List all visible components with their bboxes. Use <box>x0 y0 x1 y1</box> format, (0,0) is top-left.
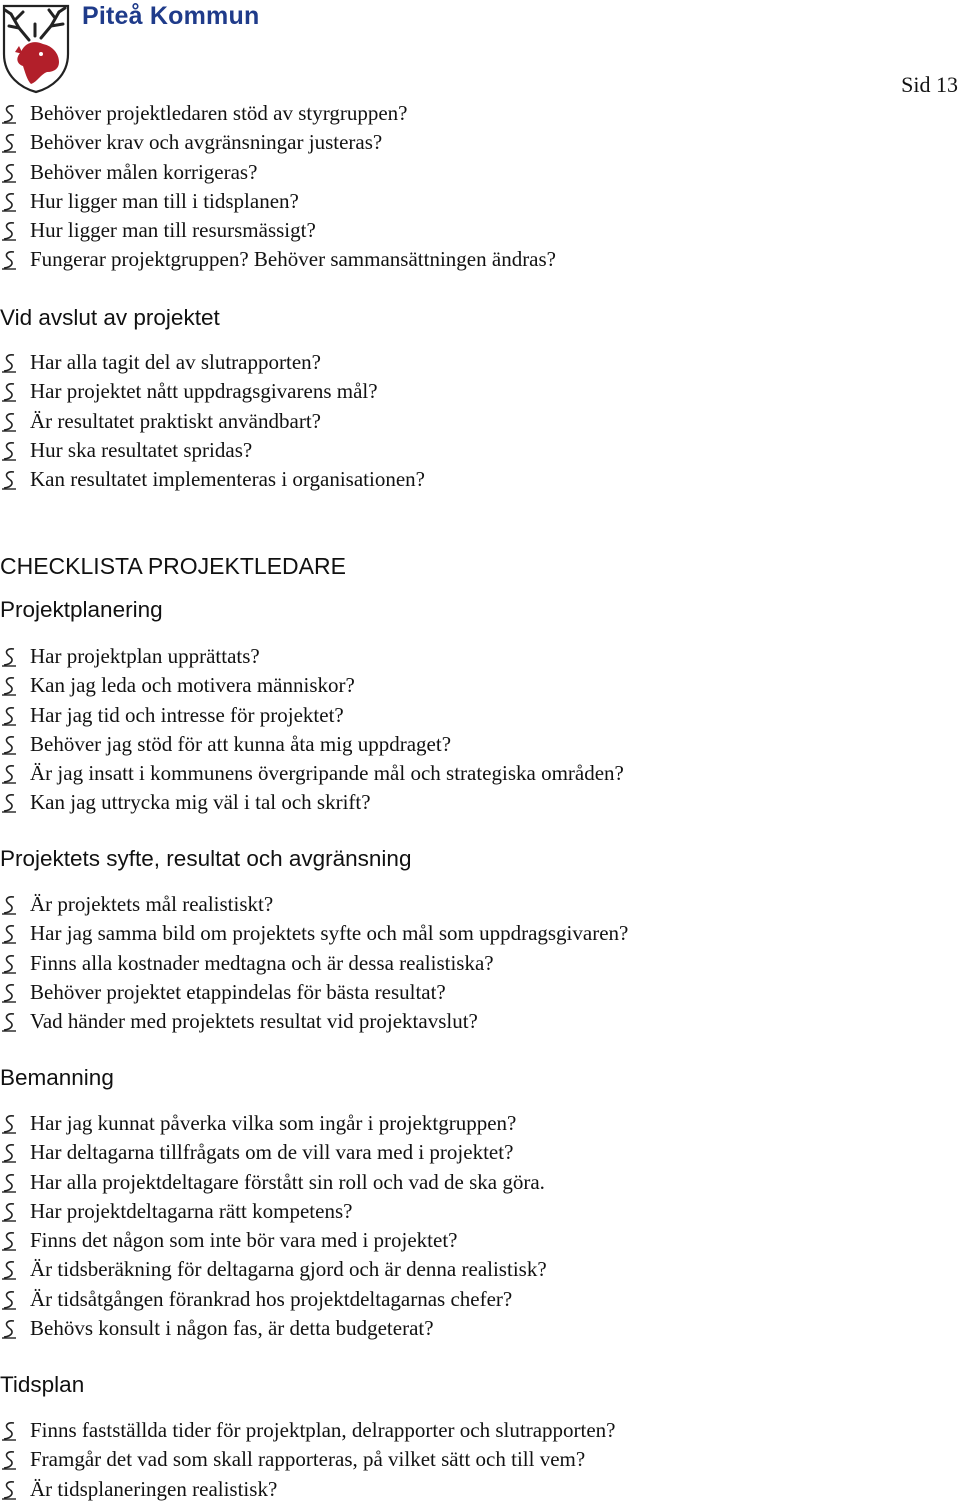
item-text: Har projektdeltagarna rätt kompetens? <box>30 1198 353 1223</box>
bullet-icon <box>1 706 17 726</box>
list-item <box>0 436 960 465</box>
list-item <box>0 1314 960 1343</box>
list-item <box>0 348 960 377</box>
page-number: Sid 13 <box>901 72 958 97</box>
bullet-icon <box>1 735 17 755</box>
item-text: Behöver målen korrigeras? <box>30 159 258 184</box>
item-text: Har projektplan upprättats? <box>30 644 260 668</box>
item-text: Behöver krav och avgränsningar justeras? <box>30 130 383 155</box>
list-item <box>0 890 960 919</box>
bullet-icon <box>1 1202 17 1222</box>
item-text: Har jag samma bild om projektets syfte och mål som uppdragsgivaren? <box>30 921 629 946</box>
bullet-icon <box>1 441 17 461</box>
brand-name: Piteå Kommun <box>82 2 260 30</box>
section-tidsplan <box>0 1416 960 1504</box>
heading-tidsplan: Tidsplan <box>0 1372 85 1397</box>
bullet-icon <box>1 250 17 270</box>
list-planering <box>0 642 960 818</box>
item-text: Hur ligger man till resursmässigt? <box>30 218 316 243</box>
section-continued <box>0 99 960 275</box>
list-item <box>0 759 960 788</box>
list-item <box>0 1255 960 1284</box>
item-text: Behöver projektet etappindelas för bästa resultat? <box>30 979 446 1004</box>
list-item <box>0 642 960 671</box>
bullet-icon <box>1 221 17 241</box>
bullet-icon <box>1 470 17 490</box>
item-text: Är tidsåtgången förankrad hos projektdeltagarnas chefer? <box>30 1286 513 1311</box>
list-item <box>0 1226 960 1255</box>
item-text: Har jag tid och intresse för projektet? <box>30 702 344 727</box>
bullet-icon <box>1 647 17 667</box>
item-text: Har alla tagit del av slutrapporten? <box>30 350 321 374</box>
list-continued <box>0 99 960 275</box>
bullet-icon <box>1 1421 17 1441</box>
bullet-icon <box>1 1480 17 1500</box>
list-bemanning <box>0 1109 960 1343</box>
list-syfte <box>0 890 960 1036</box>
list-item <box>0 949 960 978</box>
list-item <box>0 1109 960 1138</box>
item-text: Har projektet nått uppdragsgivarens mål? <box>30 379 378 404</box>
bullet-icon <box>1 1012 17 1032</box>
list-item <box>0 1285 960 1314</box>
item-text: Är projektets mål realistiskt? <box>30 892 274 916</box>
item-text: Är jag insatt i kommunens övergripande mål och strategiska områden? <box>30 761 624 786</box>
list-item <box>0 978 960 1007</box>
item-text: Framgår det vad som skall rapporteras, på vilket sätt och till vem? <box>30 1447 586 1472</box>
list-item <box>0 1445 960 1474</box>
page-header <box>0 0 960 100</box>
list-item <box>0 671 960 700</box>
item-text: Vad händer med projektets resultat vid projektavslut? <box>30 1009 478 1034</box>
item-text: Behöver projektledaren stöd av styrgruppen? <box>30 101 408 125</box>
list-item <box>0 245 960 274</box>
item-text: Är resultatet praktiskt användbart? <box>30 408 321 433</box>
bullet-icon <box>1 1450 17 1470</box>
item-text: Har jag kunnat påverka vilka som ingår i projektgruppen? <box>30 1111 517 1135</box>
bullet-icon <box>1 1290 17 1310</box>
list-item <box>0 1416 960 1445</box>
item-text: Har deltagarna tillfrågats om de vill vara med i projektet? <box>30 1140 514 1165</box>
bullet-icon <box>1 1114 17 1134</box>
bullet-icon <box>1 192 17 212</box>
item-text: Hur ligger man till i tidsplanen? <box>30 188 299 213</box>
list-item <box>0 1007 960 1036</box>
reindeer-logo-icon <box>1 2 71 94</box>
list-tidsplan <box>0 1416 960 1504</box>
heading-projektplanering: Projektplanering <box>0 597 163 622</box>
bullet-icon <box>1 1319 17 1339</box>
list-item <box>0 1168 960 1197</box>
item-text: Finns det någon som inte bör vara med i projektet? <box>30 1228 458 1253</box>
bullet-icon <box>1 676 17 696</box>
bullet-icon <box>1 353 17 373</box>
bullet-icon <box>1 133 17 153</box>
list-avslut <box>0 348 960 494</box>
bullet-icon <box>1 382 17 402</box>
list-item <box>0 1138 960 1167</box>
item-text: Behöver jag stöd för att kunna åta mig uppdraget? <box>30 731 452 756</box>
item-text: Är tidsplaneringen realistisk? <box>30 1476 278 1501</box>
section-bemanning <box>0 1109 960 1343</box>
section-syfte <box>0 890 960 1036</box>
list-item <box>0 99 960 128</box>
bullet-icon <box>1 895 17 915</box>
item-text: Hur ska resultatet spridas? <box>30 437 253 462</box>
list-item <box>0 187 960 216</box>
list-item <box>0 407 960 436</box>
bullet-icon <box>1 1173 17 1193</box>
heading-bemanning: Bemanning <box>0 1065 114 1090</box>
list-item <box>0 377 960 406</box>
list-item <box>0 128 960 157</box>
bullet-icon <box>1 104 17 124</box>
heading-syfte: Projektets syfte, resultat och avgränsning <box>0 846 412 871</box>
bullet-icon <box>1 924 17 944</box>
list-item <box>0 1197 960 1226</box>
list-item <box>0 730 960 759</box>
list-item <box>0 216 960 245</box>
item-text: Fungerar projektgruppen? Behöver sammansättningen ändras? <box>30 247 556 272</box>
item-text: Kan jag leda och motivera människor? <box>30 673 355 698</box>
list-item <box>0 465 960 494</box>
bullet-icon <box>1 983 17 1003</box>
item-text: Behövs konsult i någon fas, är detta budgeterat? <box>30 1316 434 1341</box>
item-text: Finns alla kostnader medtagna och är dessa realistiska? <box>30 950 494 975</box>
section-avslut <box>0 348 960 494</box>
item-text: Kan resultatet implementeras i organisationen? <box>30 467 425 492</box>
item-text: Har alla projektdeltagare förstått sin roll och vad de ska göra. <box>30 1169 545 1194</box>
list-item <box>0 788 960 817</box>
heading-vid-avslut: Vid avslut av projektet <box>0 305 220 330</box>
item-text: Finns fastställda tider för projektplan, delrapporter och slutrapporten? <box>30 1418 616 1442</box>
item-text: Är tidsberäkning för deltagarna gjord och är denna realistisk? <box>30 1257 547 1282</box>
item-text: Kan jag uttrycka mig väl i tal och skrift? <box>30 790 371 815</box>
list-item <box>0 158 960 187</box>
bullet-icon <box>1 163 17 183</box>
bullet-icon <box>1 1231 17 1251</box>
bullet-icon <box>1 1143 17 1163</box>
main-heading: CHECKLISTA PROJEKTLEDARE <box>0 553 346 579</box>
bullet-icon <box>1 954 17 974</box>
bullet-icon <box>1 764 17 784</box>
bullet-icon <box>1 412 17 432</box>
list-item <box>0 919 960 948</box>
list-item <box>0 701 960 730</box>
bullet-icon <box>1 793 17 813</box>
bullet-icon <box>1 1260 17 1280</box>
section-planering <box>0 642 960 818</box>
list-item <box>0 1475 960 1504</box>
